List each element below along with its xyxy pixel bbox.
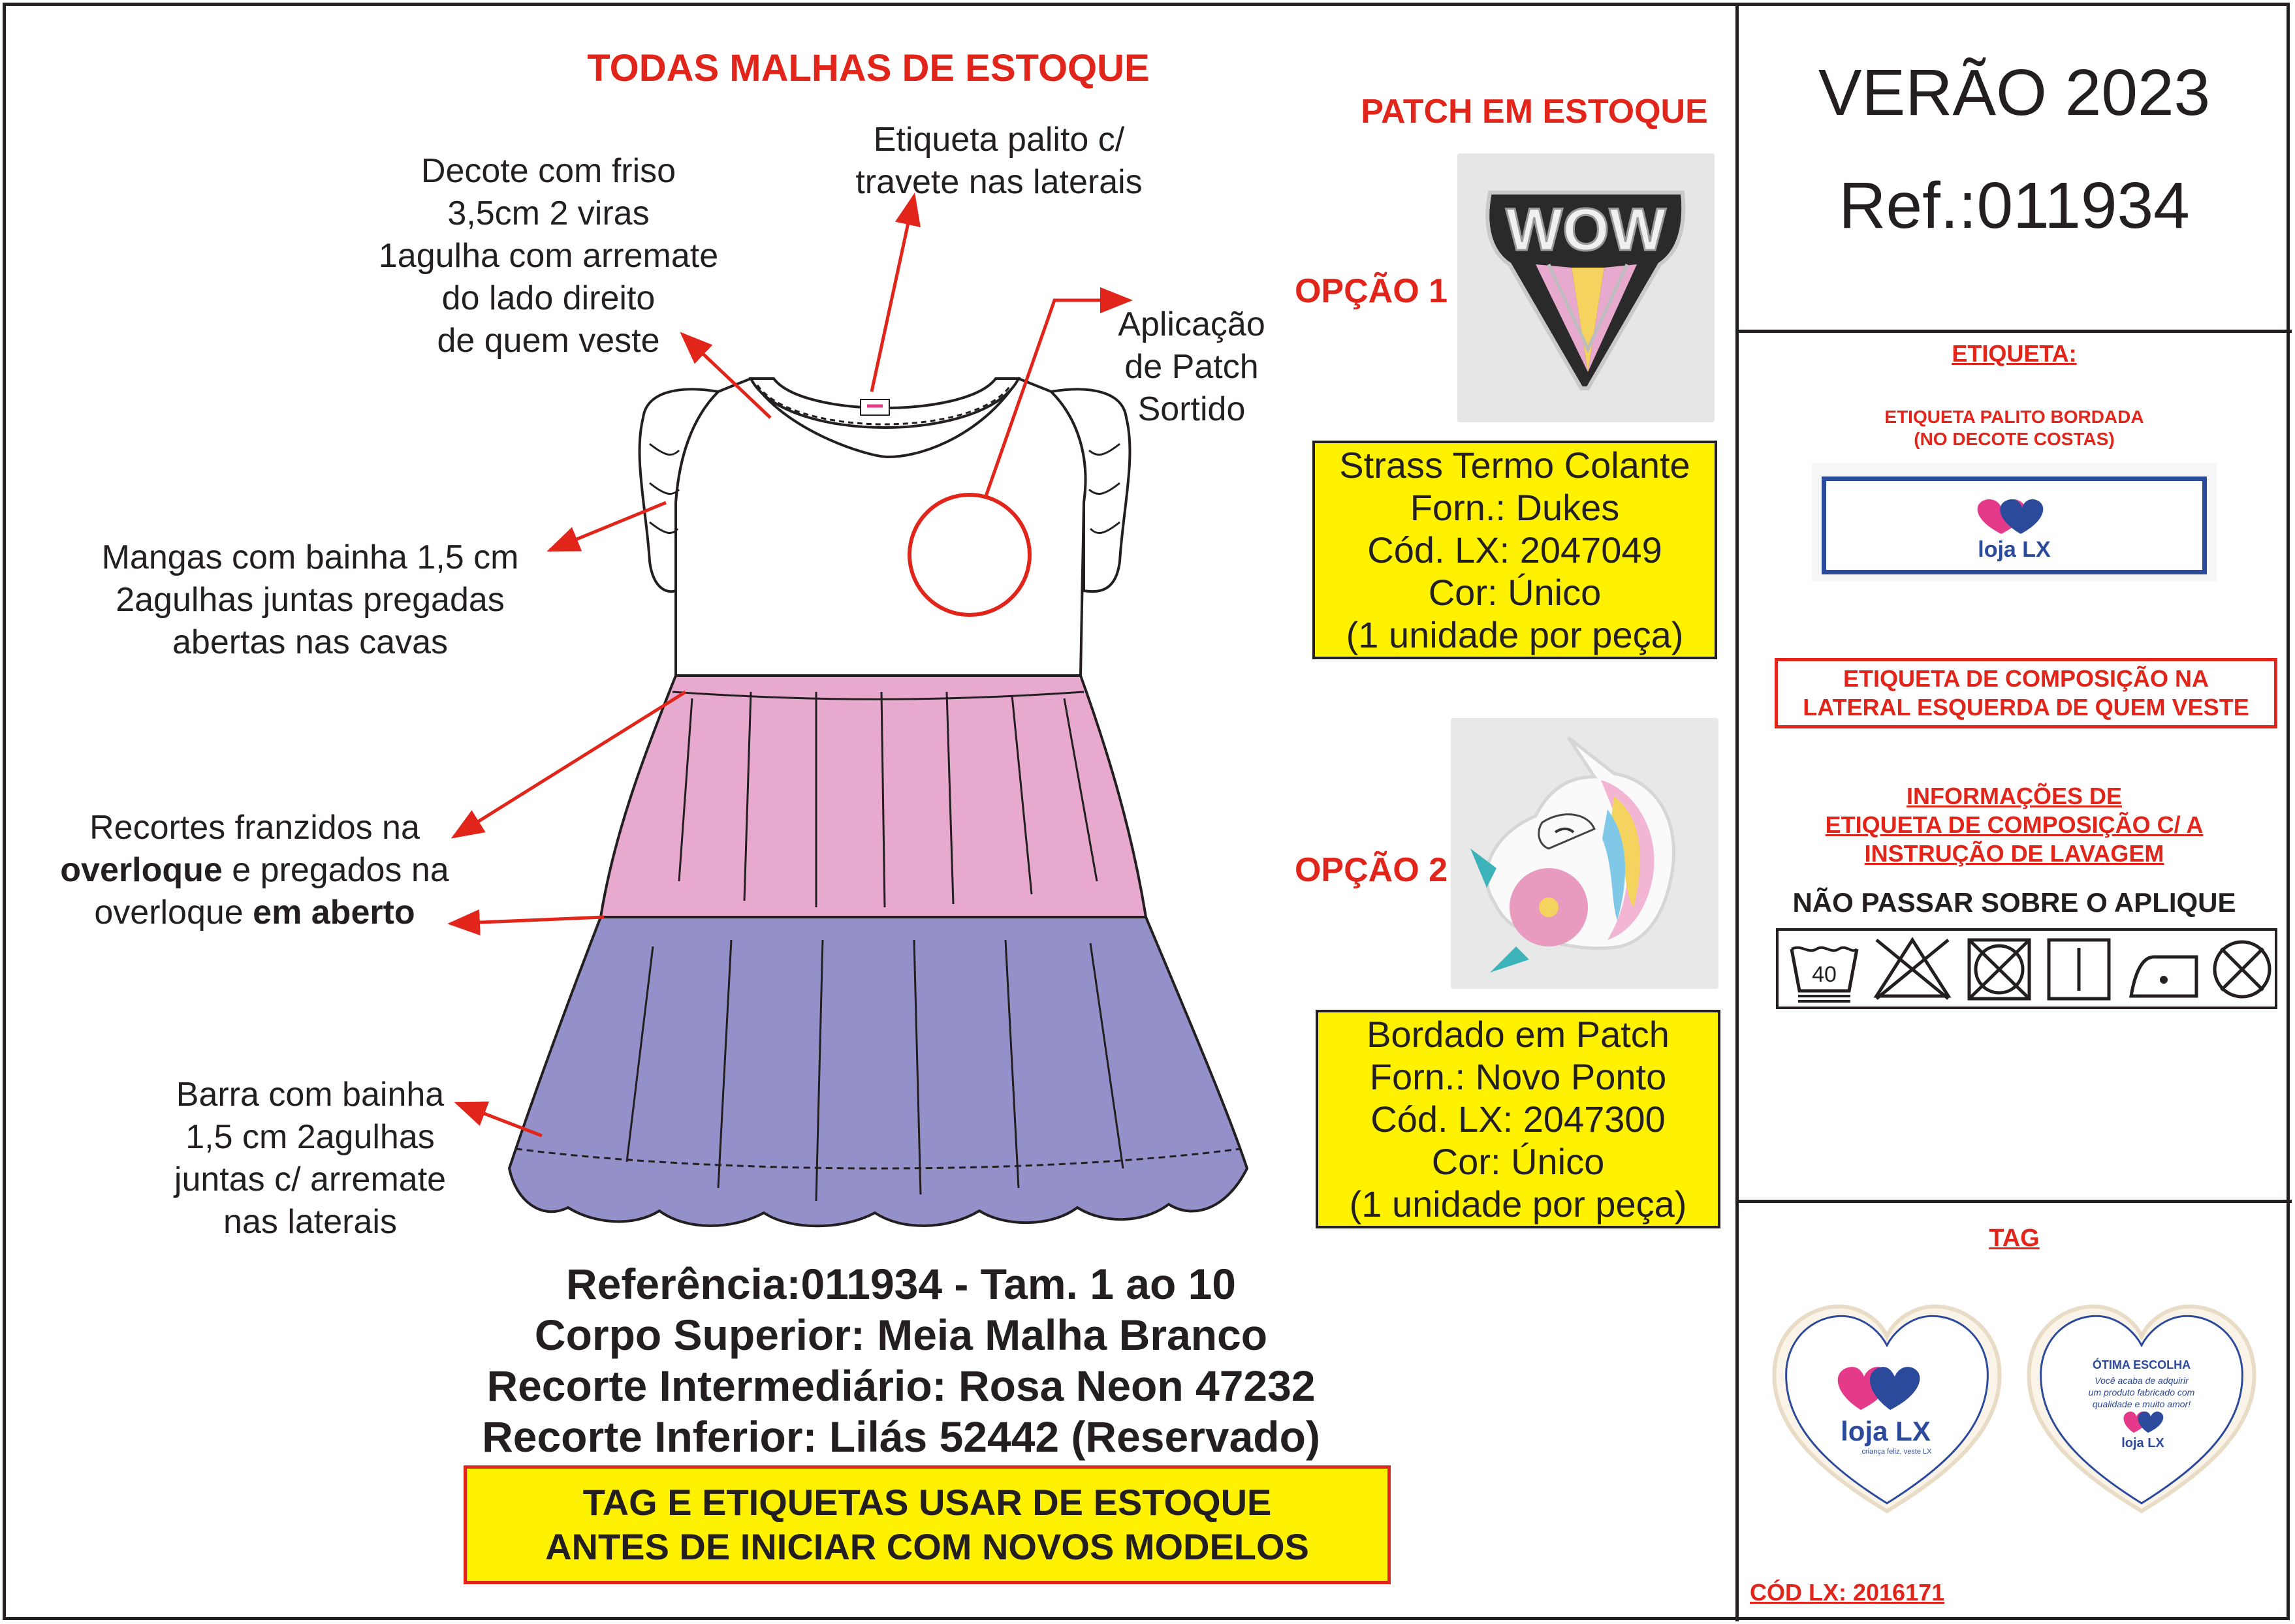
note-line: Aplicação [1118, 305, 1265, 343]
tag-code: CÓD LX: 2016171 [1750, 1579, 1945, 1606]
info-line: INFORMAÇÕES DE [1906, 783, 2122, 809]
note-line: 3,5cm 2 viras [447, 195, 650, 232]
no-dry-clean-icon [2215, 942, 2270, 997]
tag-front-brand: loja LX [1841, 1416, 1931, 1446]
collection-title: VERÃO 2023 [1818, 56, 2211, 129]
divider-header [1735, 330, 2292, 333]
label-panel-title: ETIQUETA: [1952, 340, 2077, 367]
note-line: de Patch [1124, 348, 1259, 386]
detail-line: Cód. LX: 2047300 [1370, 1099, 1666, 1140]
no-iron-warning: NÃO PASSAR SOBRE O APLIQUE [1792, 887, 2236, 918]
composition-line: ETIQUETA DE COMPOSIÇÃO NA [1843, 665, 2209, 692]
patch-heading: PATCH EM ESTOQUE [1361, 93, 1708, 131]
note-sleeves [52, 537, 568, 664]
note-line: nas laterais [223, 1203, 397, 1241]
line-dry-icon [2049, 940, 2109, 999]
detail-line: Strass Termo Colante [1339, 445, 1690, 486]
subtitle-line: (NO DECOTE COSTAS) [1914, 429, 2115, 449]
care-symbols [1776, 928, 2277, 1009]
detail-line: (1 unidade por peça) [1346, 614, 1684, 655]
spec-line: Referência:011934 - Tam. 1 ao 10 [565, 1260, 1237, 1308]
detail-line: Forn.: Novo Ponto [1369, 1056, 1667, 1097]
warning-line: TAG E ETIQUETAS USAR DE ESTOQUE [582, 1482, 1272, 1523]
note-label [803, 119, 1195, 204]
patch-photo-unicorn [1451, 718, 1718, 989]
note-line: travete nas laterais [855, 163, 1143, 201]
option-1-details [1312, 441, 1717, 659]
dress-bottom-tier [509, 917, 1247, 1226]
note-line: Etiqueta palito c/ [873, 121, 1125, 159]
detail-line: Bordado em Patch [1367, 1014, 1670, 1055]
subtitle-line: ETIQUETA PALITO BORDADA [1884, 407, 2144, 427]
tag-back-brand: loja LX [2121, 1436, 2164, 1450]
note-line: overloque e pregados na [60, 851, 449, 889]
tag-back-line: qualidade e muito amor! [2092, 1399, 2191, 1409]
dress-middle-tier [601, 676, 1146, 917]
fabric-specs [392, 1258, 1410, 1462]
info-line: INSTRUÇÃO DE LAVAGEM [1864, 840, 2164, 867]
composition-line: LATERAL ESQUERDA DE QUEM VESTE [1803, 694, 2249, 721]
note-line: 2agulhas juntas pregadas [116, 581, 505, 619]
option-1-label: OPÇÃO 1 [1294, 272, 1448, 310]
note-line: 1agulha com arremate [378, 237, 719, 275]
note-line: do lado direito [441, 279, 656, 317]
warning-box [464, 1465, 1391, 1584]
wow-lettering: WOW [1506, 196, 1666, 263]
hangtag-illustration [1763, 1296, 2272, 1521]
note-seams [26, 807, 483, 934]
patch-photo-wow [1457, 153, 1715, 422]
label-subtitle [1750, 406, 2279, 450]
tag-front-slogan: criança feliz, veste LX [1861, 1448, 1932, 1456]
spec-line: Corpo Superior: Meia Malha Branco [534, 1311, 1268, 1359]
detail-line: Cor: Único [1431, 1141, 1605, 1182]
composition-note-box [1775, 658, 2277, 728]
wash-40-icon [1792, 948, 1857, 1001]
note-line: Mangas com bainha 1,5 cm [101, 539, 519, 576]
no-bleach-icon [1876, 940, 1948, 999]
note-line: abertas nas cavas [172, 623, 449, 661]
wash-temperature: 40 [1812, 962, 1837, 987]
iron-low-icon [2131, 957, 2196, 996]
tag-panel-title: TAG [1989, 1225, 2040, 1252]
note-hem [104, 1074, 516, 1243]
note-line: juntas c/ arremate [174, 1161, 447, 1198]
tag-back-line: Você acaba de adquirir [2095, 1375, 2189, 1386]
note-line: Decote com friso [420, 152, 676, 190]
note-line: de quem veste [437, 322, 660, 360]
page-title: TODAS MALHAS DE ESTOQUE [587, 47, 1150, 89]
note-patch-application [1084, 304, 1299, 431]
tag-back-title: ÓTIMA ESCOLHA [2092, 1358, 2191, 1371]
arrow-label [872, 196, 914, 392]
heart-logo-icon [1969, 495, 2060, 540]
tag-back-line: um produto fabricado com [2088, 1387, 2195, 1398]
warning-line: ANTES DE INICIAR COM NOVOS MODELOS [545, 1526, 1309, 1567]
label-brand-text: loja LX [1978, 537, 2051, 562]
note-line: Barra com bainha [176, 1076, 445, 1114]
reference-number: Ref.:011934 [1839, 169, 2190, 242]
note-line: Recortes franzidos na [89, 809, 420, 847]
spec-line: Recorte Inferior: Lilás 52442 (Reservado) [482, 1413, 1320, 1461]
detail-line: Cor: Único [1428, 572, 1602, 613]
spec-line: Recorte Intermediário: Rosa Neon 47232 [486, 1362, 1316, 1410]
info-line: ETIQUETA DE COMPOSIÇÃO C/ A [1825, 811, 2204, 838]
divider-tag [1735, 1200, 2292, 1203]
detail-line: Cód. LX: 2047049 [1367, 529, 1662, 570]
washing-info-heading [1750, 782, 2279, 868]
note-line: 1,5 cm 2agulhas [185, 1118, 435, 1156]
detail-line: Forn.: Dukes [1410, 487, 1620, 528]
note-line: Sortido [1137, 390, 1246, 428]
note-line: overloque em aberto [94, 894, 415, 931]
woven-label-sample [1812, 463, 2217, 581]
detail-line: (1 unidade por peça) [1349, 1183, 1687, 1225]
no-tumble-dry-icon [1969, 940, 2029, 999]
note-neckline [326, 150, 770, 362]
option-2-label: OPÇÃO 2 [1294, 851, 1448, 889]
option-2-details [1316, 1010, 1720, 1228]
